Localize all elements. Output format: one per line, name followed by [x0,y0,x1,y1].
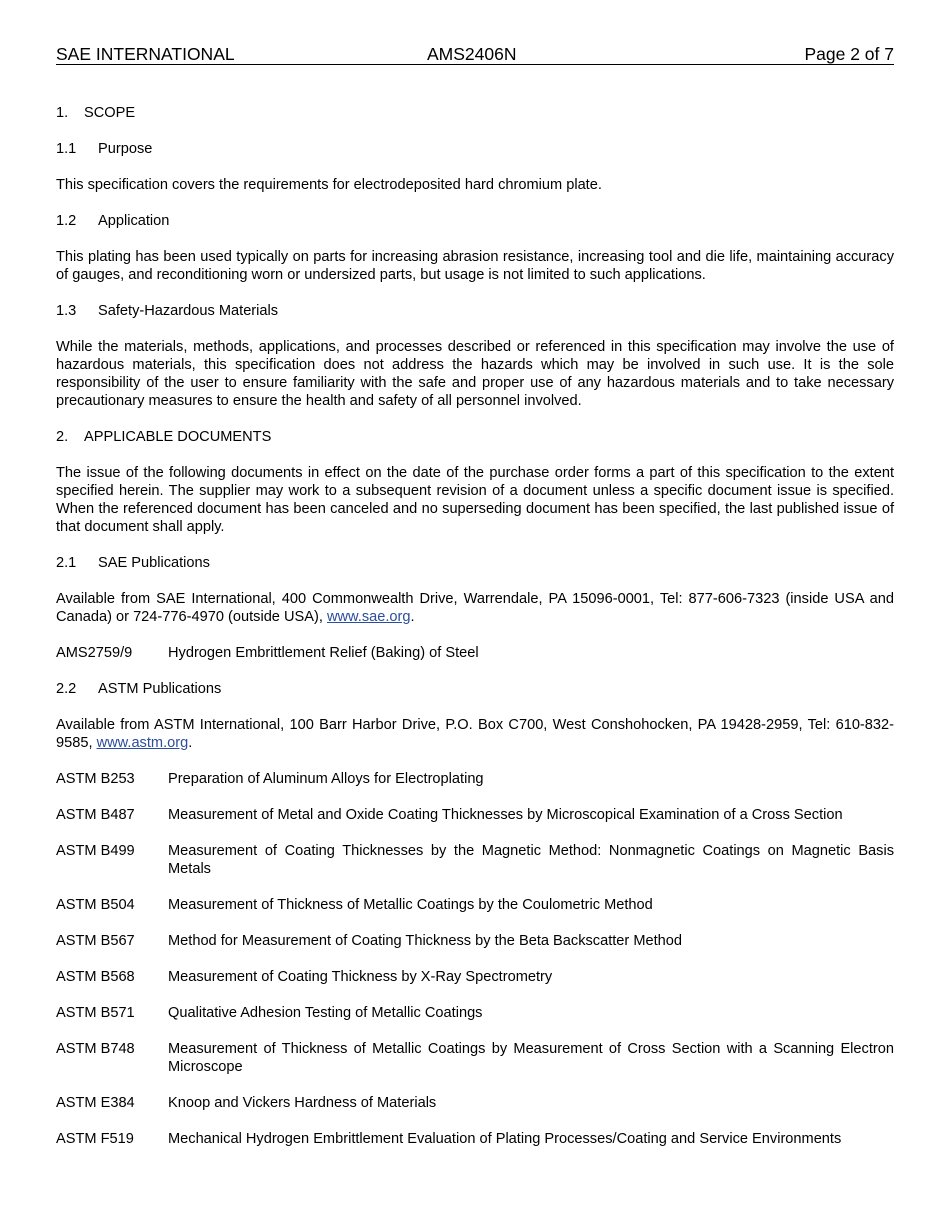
section-title: Application [98,213,170,229]
reference-title: Measurement of Thickness of Metallic Coatings by Measurement of Cross Section with a Scanning Electron Microscope [168,1041,894,1075]
sae-website-link[interactable]: www.sae.org [326,609,411,625]
section-1-1-text: This specification covers the requirements for electrodeposited hard chromium plate. [56,177,602,193]
section-2-1-text [56,590,894,626]
reference-title: Knoop and Vickers Hardness of Materials [168,1095,437,1111]
reference-row [56,842,894,878]
section-title: ASTM Publications [98,681,222,697]
astm-website-link[interactable]: www.astm.org [96,735,189,751]
reference-row [56,644,894,662]
reference-code: ASTM F519 [56,1131,134,1147]
reference-code: ASTM B571 [56,1005,135,1021]
reference-code: ASTM B253 [56,771,135,787]
document-page [56,44,894,1166]
section-number: 1.3 [56,303,77,319]
section-1-2-text: This plating has been used typically on parts for increasing abrasion resistance, increasing tool and die life, maintaining accuracy of gauges, and reconditioning worn or undersized parts, but usage is not limited to such applications. [56,249,894,283]
reference-title: Measurement of Coating Thickness by X-Ray Spectrometry [168,969,553,985]
reference-title: Measurement of Coating Thicknesses by the Magnetic Method: Nonmagnetic Coatings on Magnetic Basis Metals [168,843,894,877]
sae-reference-list [56,644,894,680]
reference-title: Qualitative Adhesion Testing of Metallic Coatings [168,1005,483,1021]
availability-text: Available from ASTM International, 100 Barr Harbor Drive, P.O. Box C700, West Conshohocken, PA 19428-2959, Tel: 610-832-9585, [56,717,894,751]
reference-code: ASTM E384 [56,1095,135,1111]
section-number: 1.1 [56,141,77,157]
reference-code: ASTM B499 [56,843,135,859]
reference-code: ASTM B567 [56,933,135,949]
section-title: Purpose [98,141,153,157]
section-title: Safety-Hazardous Materials [98,303,279,319]
section-number: 1. [56,105,69,121]
sentence-end: . [188,735,193,751]
availability-text: Available from SAE International, 400 Commonwealth Drive, Warrendale, PA 15096-0001, Tel: 877-606-7323 (inside USA and Canada) or 724-776-4970 (outside USA), [56,591,894,625]
reference-row [56,1130,894,1148]
page-header [56,44,894,65]
section-2-text: The issue of the following documents in effect on the date of the purchase order forms a part of this specification to the extent specified herein. The supplier may work to a subsequent revision of a document unless a specific document issue is specified. When the referenced document has been canceled and no superseding document has been specified, the last published issue of that document shall apply. [56,465,894,535]
reference-title: Mechanical Hydrogen Embrittlement Evaluation of Plating Processes/Coating and Service Environments [168,1131,842,1147]
section-title: SAE Publications [98,555,210,571]
reference-title: Method for Measurement of Coating Thickness by the Beta Backscatter Method [168,933,683,949]
reference-title: Hydrogen Embrittlement Relief (Baking) of Steel [168,645,479,661]
section-number: 2.1 [56,555,77,571]
section-number: 1.2 [56,213,77,229]
section-1-1-heading [56,140,894,158]
header-organization: SAE INTERNATIONAL [56,44,235,64]
header-document-number: AMS2406N [427,44,517,64]
section-2-2-text [56,716,894,752]
section-number: 2.2 [56,681,77,697]
reference-code: AMS2759/9 [56,645,133,661]
section-1-3-heading [56,302,894,320]
section-2-1-heading [56,554,894,572]
reference-code: ASTM B504 [56,897,135,913]
reference-code: ASTM B568 [56,969,135,985]
reference-title: Measurement of Thickness of Metallic Coatings by the Coulometric Method [168,897,653,913]
reference-title: Preparation of Aluminum Alloys for Electroplating [168,771,484,787]
reference-title: Measurement of Metal and Oxide Coating Thicknesses by Microscopical Examination of a Cross Section [168,807,843,823]
reference-row [56,770,894,788]
section-1-3-text: While the materials, methods, applications, and processes described or referenced in this specification may involve the use of hazardous materials, this specification does not address the hazards which may be involved in such use. It is the sole responsibility of the user to ensure familiarity with the safe and proper use of any hazardous materials and to take necessary precautionary measures to ensure the health and safety of all personnel involved. [56,339,894,409]
astm-reference-list [56,770,894,1166]
reference-code: ASTM B487 [56,807,135,823]
section-1-heading [56,104,894,122]
section-title: APPLICABLE DOCUMENTS [84,429,272,445]
reference-row [56,932,894,950]
reference-row [56,896,894,914]
section-number: 2. [56,429,69,445]
section-title: SCOPE [84,105,136,121]
reference-row [56,806,894,824]
section-2-heading [56,428,894,446]
reference-row [56,1040,894,1076]
section-1-2-heading [56,212,894,230]
reference-row [56,1094,894,1112]
header-page-number: Page 2 of 7 [804,44,894,64]
sentence-end: . [410,609,415,625]
section-2-2-heading [56,680,894,698]
reference-row [56,1004,894,1022]
reference-code: ASTM B748 [56,1041,135,1057]
reference-row [56,968,894,986]
